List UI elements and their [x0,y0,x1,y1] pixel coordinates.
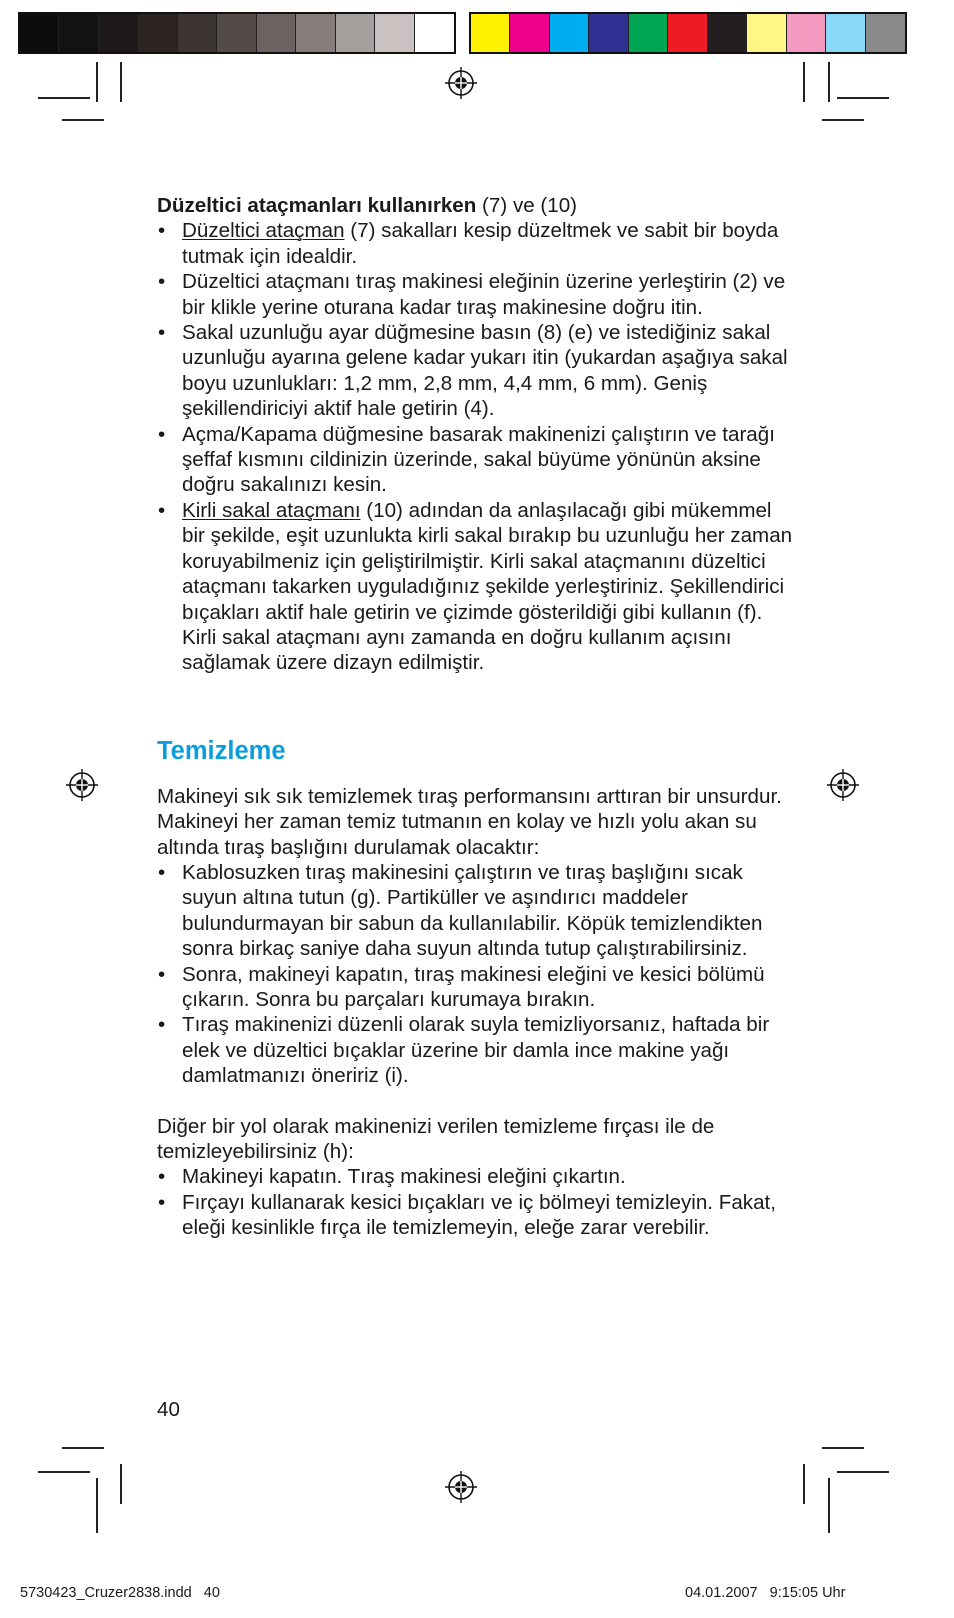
color-swatch [708,14,747,52]
crop-mark [38,97,90,99]
registration-mark-icon [65,768,99,802]
list-item: • Makineyi kapatın. Tıraş makinesi eleğini çıkartın. [157,1164,797,1189]
crop-mark [822,119,864,121]
list-item: • Düzeltici ataçman (7) sakalları kesip düzeltmek ve sabit bir boyda tutmak için idealdir. [157,218,797,269]
color-swatch [471,14,510,52]
color-swatch [747,14,786,52]
color-swatch [629,14,668,52]
color-swatch [866,14,905,52]
color-swatch [550,14,589,52]
crop-mark [62,119,104,121]
crop-mark [803,62,805,102]
list-item: • Fırçayı kullanarak kesici bıçakları ve iç bölmeyi temizleyin. Fakat, eleği kesinlikle fırça ile temizlemeyin, eleğe zarar verebilir. [157,1190,797,1241]
list-item: • Kablosuzken tıraş makinesini çalıştırın ve tıraş başlığını sıcak suyun altına tutun (g). Partiküller ve aşındırıcı maddeler bulundurmayan bir sabun da kullanılabilir. Köpük temizlendikten sonra birkaç saniye daha suyun altında tutup çalıştırabilirsiniz. [157,860,797,962]
color-swatch [99,14,138,52]
cleaning-intro-2: Makineyi her zaman temiz tutmanın en kolay ve hızlı yolu akan su altında tıraş başlığını durulamak olacaktır: [157,810,757,859]
crop-mark [96,62,98,102]
list-item: • Kirli sakal ataçmanı (10) adından da anlaşılacağı gibi mükemmel bir şekilde, eşit uzunlukta kirli sakal bırakıp bu uzunluğu her zaman koruyabilmeniz için geliştirilmiştir. Kirli sakal ataçmanını düzeltici ataçmanı takarken uyguladığınız şekilde yerleştiriniz. Şekillendirici bıçakları aktif hale getirin ve çizimde gösterildiği gibi kullanın (f). Kirli sakal ataçmanı aynı zamanda en doğru kullanım açısını sağlamak üzere dizayn edilmiştir. [157,498,797,676]
crop-mark [837,1471,889,1473]
cleaning-bullet-list [157,860,797,1089]
crop-mark [822,1447,864,1449]
brush-bullet-list [157,1164,797,1240]
color-swatch [826,14,865,52]
crop-mark [828,1478,830,1533]
color-swatch [510,14,549,52]
color-swatch [589,14,628,52]
color-swatch [296,14,335,52]
list-item: • Sakal uzunluğu ayar düğmesine basın (8) (e) ve istediğiniz sakal uzunluğu ayarına gelene kadar yukarı itin (yukardan aşağıya sakal boyu uzunlukları: 1,2 mm, 2,8 mm, 4,4 mm, 6 mm). Geniş şekillendiriciyi aktif hale getirin (4). [157,320,797,422]
color-swatch [138,14,177,52]
list-item: • Tıraş makinenizi düzenli olarak suyla temizliyorsanız, haftada bir elek ve düzeltici bıçaklar üzerine bir damla ince makine yağı damlatmanızı öneririz (i). [157,1012,797,1088]
crop-mark [96,1478,98,1533]
crop-mark [38,1471,90,1473]
crop-mark [837,97,889,99]
color-swatch [20,14,59,52]
crop-mark [120,1464,122,1504]
color-swatch [257,14,296,52]
list-item: • Düzeltici ataçmanı tıraş makinesi eleğinin üzerine yerleştirin (2) ve bir klikle yerine oturana kadar tıraş makinesine doğru itin. [157,269,797,320]
list-item: • Açma/Kapama düğmesine basarak makinenizi çalıştırın ve tarağı şeffaf kısmını cildinizin üzerinde, sakal büyüme yönünün aksine doğru sakalınızı kesin. [157,422,797,498]
grayscale-color-bar [18,12,456,54]
color-swatch [415,14,454,52]
color-swatch [59,14,98,52]
process-color-bar [469,12,907,54]
list-item: • Sonra, makineyi kapatın, tıraş makinesi eleğini ve kesici bölümü çıkarın. Sonra bu parçaları kurumaya bırakın. [157,962,797,1013]
crop-mark [828,62,830,102]
file-slug: 5730423_Cruzer2838.indd 40 [20,1585,220,1601]
print-timestamp: 04.01.2007 9:15:05 Uhr [685,1585,846,1601]
trimmer-bullet-list [157,218,797,675]
page-number: 40 [157,1398,180,1421]
cleaning-intro-1: Makineyi sık sık temizlemek tıraş performansını arttıran bir unsurdur. [157,784,782,808]
registration-mark-icon [826,768,860,802]
trimmer-heading: Düzeltici ataçmanları kullanırken (7) ve (10) [157,194,578,217]
crop-mark [62,1447,104,1449]
color-swatch [217,14,256,52]
color-swatch [787,14,826,52]
color-swatch [178,14,217,52]
brush-cleaning-intro: Diğer bir yol olarak makinenizi verilen temizleme fırçası ile de temizleyebilirsiniz (h): [157,1114,715,1163]
color-swatch [336,14,375,52]
section-title: Temizleme [157,736,286,765]
registration-mark-icon [444,1470,478,1504]
registration-mark-icon [444,66,478,100]
color-swatch [375,14,414,52]
crop-mark [803,1464,805,1504]
page-content [157,193,797,1241]
crop-mark [120,62,122,102]
color-swatch [668,14,707,52]
